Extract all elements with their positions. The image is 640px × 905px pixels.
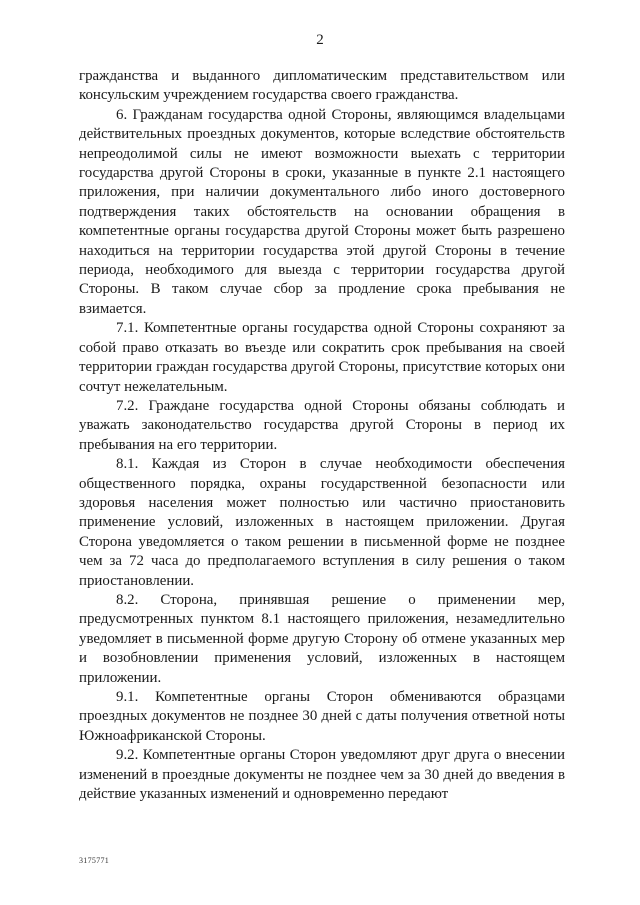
page-number: 2: [316, 32, 324, 48]
paragraph-6: 6. Гражданам государства одной Стороны, являющимся владельцами действительных проездных документов, которые вследствие обстоятельств непреодолимой силы не имеют возможности выехать с территории государства другой Стороны в сроки, указанные в пункте 2.1 настоящего приложения, при наличии документального либо иного достоверного подтверждения таких обстоятельств на основании обращения в компетентные органы государства другой Стороны может быть разрешено находиться на территории государства этой другой Стороны в течение периода, необходимого для выезда с территории государства другой Стороны. В таком случае сбор за продление срока пребывания не взимается.: [79, 106, 565, 317]
paragraph-8-1: 8.1. Каждая из Сторон в случае необходимости обеспечения общественного порядка, охраны государственной безопасности или здоровья населения может полностью или частично приостановить применение условий, изложенных в настоящем приложении. Другая Сторона уведомляется о таком решении в письменной форме не позднее чем за 72 часа до предполагаемого вступления в силу решения о таком приостановлении.: [79, 456, 565, 589]
paragraph-7-1: 7.1. Компетентные органы государства одной Стороны сохраняют за собой право отказать во въезде или сократить срок пребывания на своей территории граждан государства другой Стороны, присутствие которых они сочтут нежелательным.: [79, 320, 565, 395]
paragraph-8-2: 8.2. Сторона, принявшая решение о применении мер, предусмотренных пунктом 8.1 настоящего приложения, незамедлительно уведомляет в письменной форме другую Сторону об отмене указанных мер и возобновлении применения условий, изложенных в настоящем приложении.: [79, 591, 565, 686]
paragraph-continuation: гражданства и выданного дипломатическим представительством или консульским учреждением государства своего гражданства.: [79, 68, 565, 104]
paragraph-9-1: 9.1. Компетентные органы Сторон обмениваются образцами проездных документов не позднее 30 дней с даты получения ответной ноты Южноафриканской Стороны.: [79, 689, 565, 744]
document-body: [79, 67, 565, 804]
paragraph-9-2: 9.2. Компетентные органы Сторон уведомляют друг друга о внесении изменений в проездные документы не позднее чем за 30 дней до введения в действие указанных изменений и одновременно передают: [79, 747, 565, 803]
paragraph-7-2: 7.2. Граждане государства одной Стороны обязаны соблюдать и уважать законодательство государства другой Стороны в период их пребывания на его территории.: [79, 397, 565, 453]
document-code: 3175771: [79, 856, 110, 865]
